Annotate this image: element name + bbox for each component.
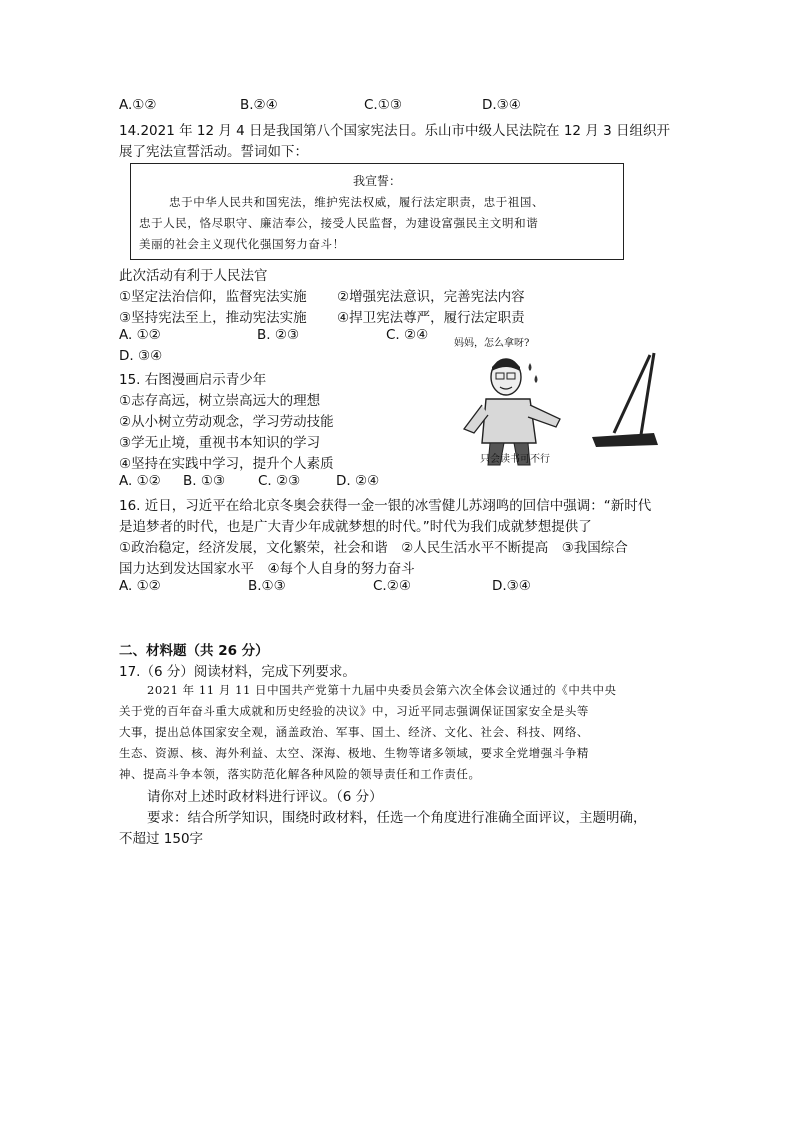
q13-option-d: D.③④ bbox=[482, 97, 521, 113]
cartoon-bottom-text: 只会读书可不行 bbox=[480, 454, 550, 465]
q15-option-b: B. ①③ bbox=[183, 473, 226, 489]
q15-stem: 15. 右图漫画启示青少年 bbox=[119, 372, 267, 388]
q13-option-b: B.②④ bbox=[240, 97, 278, 113]
q16-option-d: D.③④ bbox=[492, 578, 531, 594]
q13-option-c: C.①③ bbox=[364, 97, 402, 113]
q16-line-2: 是追梦者的时代，也是广大青少年成就梦想的时代。”时代为我们成就梦想提供了 bbox=[119, 519, 592, 535]
q14-stem-line1: 14.2021 年 12 月 4 日是我国第八个国家宪法日。乐山市中级人民法院在 12 月 3 日组织开 bbox=[119, 123, 670, 139]
q14-item-3: ③坚持宪法至上，推动宪法实施 bbox=[119, 310, 307, 326]
q17-requirement-line-1: 要求：结合所学知识，围绕时政材料，任选一个角度进行准确全面评议，主题明确， bbox=[147, 810, 647, 826]
q16-line-3: ①政治稳定，经济发展，文化繁荣，社会和谐 ②人民生活水平不断提高 ③我国综合 bbox=[119, 540, 628, 556]
material-line-5: 神、提高斗争本领，落实防范化解各种风险的领导责任和工作责任。 bbox=[119, 767, 481, 781]
q14-item-2: ②增强宪法意识，完善宪法内容 bbox=[337, 289, 525, 305]
q14-option-a: A. ①② bbox=[119, 327, 161, 343]
q15-option-a: A. ①② bbox=[119, 473, 161, 489]
q15-item-1: ①志存高远，树立崇高远大的理想 bbox=[119, 393, 321, 409]
q17-requirement-line-2: 不超过 150字 bbox=[119, 831, 204, 847]
oath-box bbox=[130, 163, 624, 260]
q14-question: 此次活动有利于人民法官 bbox=[119, 268, 268, 284]
cartoon-illustration bbox=[440, 333, 670, 471]
q16-line-4: 国力达到发达国家水平 ④每个人自身的努力奋斗 bbox=[119, 561, 415, 577]
q14-stem-line2: 展了宪法宣誓活动。誓词如下： bbox=[119, 144, 308, 160]
oath-line-2: 忠于人民，恪尽职守、廉洁奉公，接受人民监督，为建设富强民主文明和谐 bbox=[139, 216, 539, 230]
q14-item-4: ④捍卫宪法尊严，履行法定职责 bbox=[337, 310, 525, 326]
q15-item-2: ②从小树立劳动观念，学习劳动技能 bbox=[119, 414, 334, 430]
q17-stem: 17.（6 分）阅读材料，完成下列要求。 bbox=[119, 664, 356, 680]
q16-option-a: A. ①② bbox=[119, 578, 161, 594]
q15-option-d: D. ②④ bbox=[336, 473, 380, 489]
oath-line-3: 美丽的社会主义现代化强国努力奋斗！ bbox=[139, 237, 345, 251]
q17-task: 请你对上述时政材料进行评议。（6 分） bbox=[147, 789, 383, 805]
q13-option-a: A.①② bbox=[119, 97, 157, 113]
q15-item-3: ③学无止境，重视书本知识的学习 bbox=[119, 435, 321, 451]
q14-item-1: ①坚定法治信仰，监督宪法实施 bbox=[119, 289, 307, 305]
q16-option-b: B.①③ bbox=[248, 578, 286, 594]
q15-option-c: C. ②③ bbox=[258, 473, 301, 489]
material-line-1: 2021 年 11 月 11 日中国共产党第十九届中央委员会第六次全体会议通过的《中共中央 bbox=[147, 683, 617, 697]
q16-line-1: 16. 近日，习近平在给北京冬奥会获得一金一银的冰雪健儿苏翊鸣的回信中强调：“新时代 bbox=[119, 498, 652, 514]
material-line-2: 关于党的百年奋斗重大成就和历史经验的决议》中，习近平同志强调保证国家安全是头等 bbox=[119, 704, 589, 718]
cartoon-top-text: 妈妈，怎么拿呀? bbox=[454, 338, 530, 349]
oath-title: 我宣誓： bbox=[352, 174, 401, 188]
oath-line-1: 忠于中华人民共和国宪法，维护宪法权威，履行法定职责，忠于祖国、 bbox=[169, 195, 545, 209]
q14-option-c: C. ②④ bbox=[386, 327, 429, 343]
section-title: 二、材料题（共 26 分） bbox=[119, 643, 269, 659]
material-line-4: 生态、资源、核、海外利益、太空、深海、极地、生物等诸多领域，要求全党增强斗争精 bbox=[119, 746, 589, 760]
q15-item-4: ④坚持在实践中学习，提升个人素质 bbox=[119, 456, 334, 472]
q14-option-d: D. ③④ bbox=[119, 348, 163, 364]
cartoon-drawing bbox=[440, 333, 670, 471]
material-line-3: 大事，提出总体国家安全观，涵盖政治、军事、国土、经济、文化、社会、科技、网络、 bbox=[119, 725, 589, 739]
q16-option-c: C.②④ bbox=[373, 578, 411, 594]
q14-option-b: B. ②③ bbox=[257, 327, 300, 343]
